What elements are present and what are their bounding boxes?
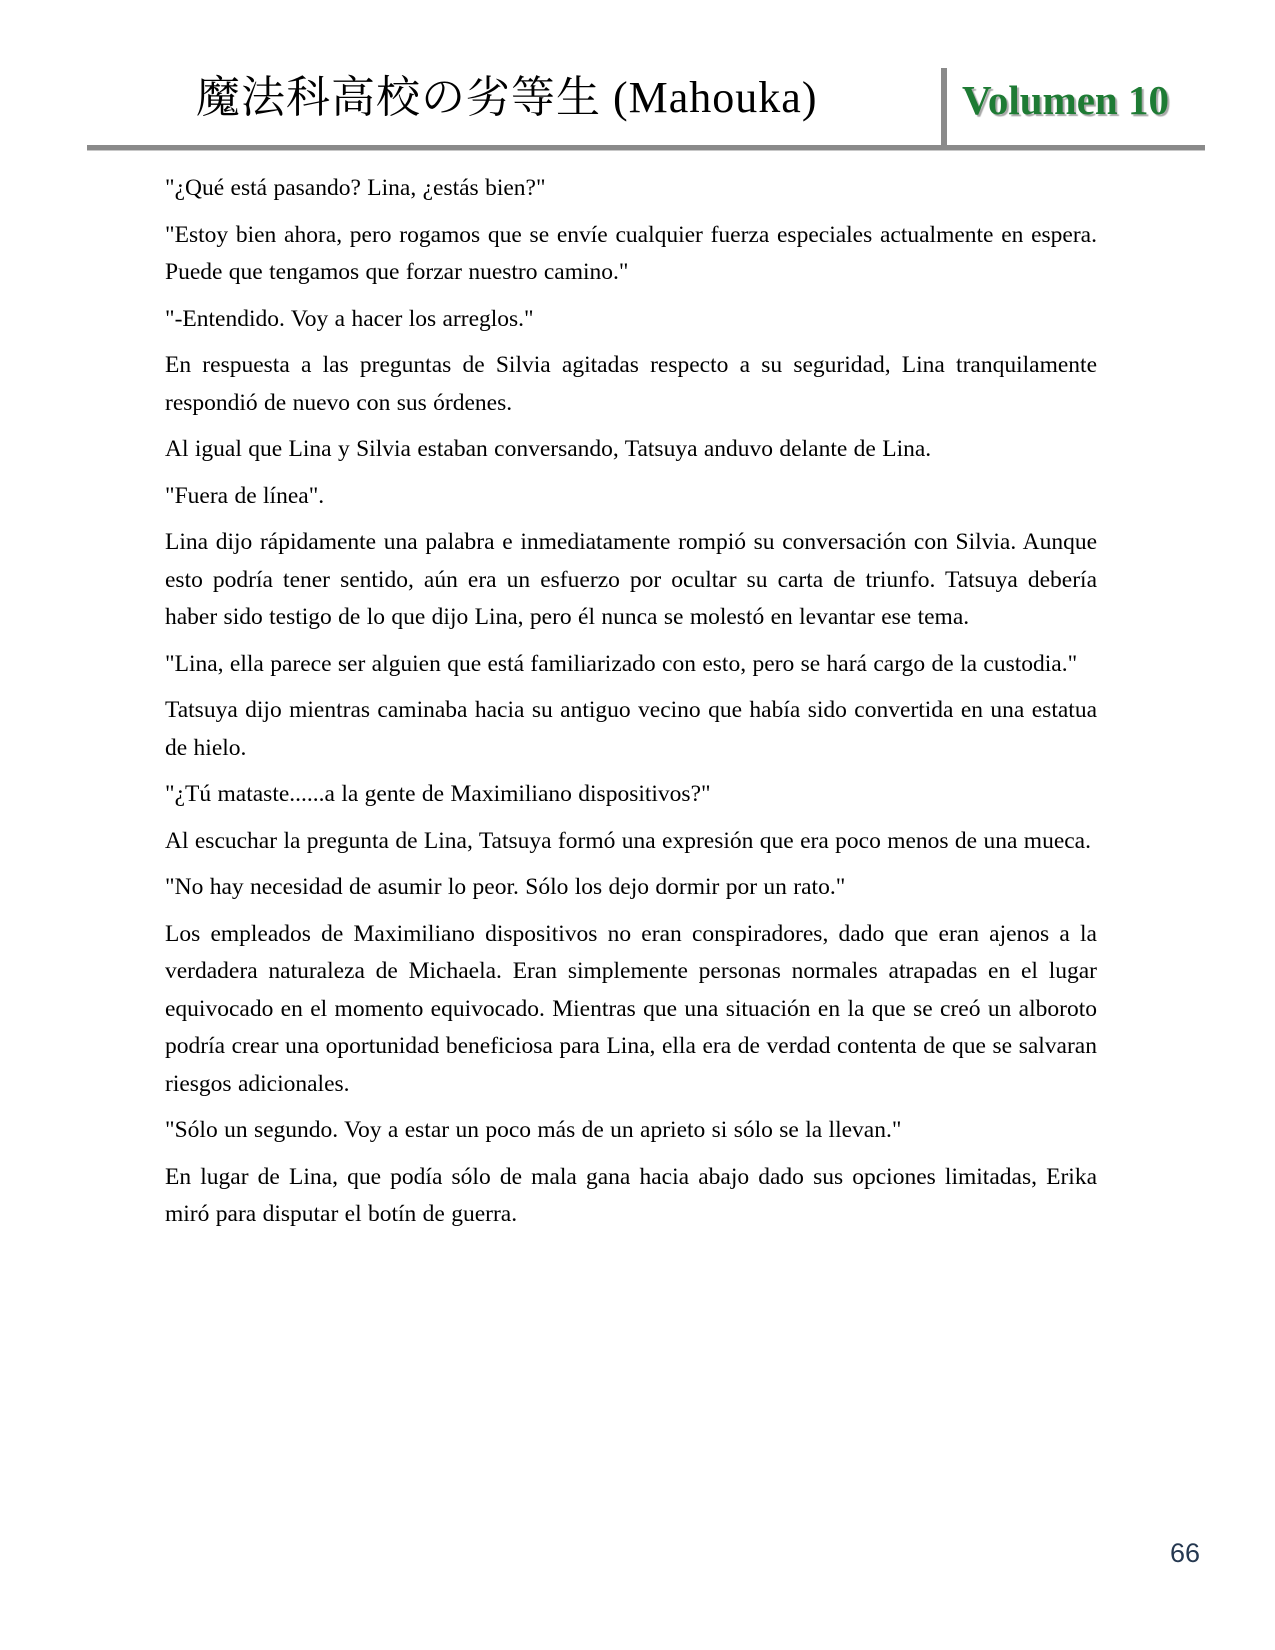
paragraph-narration: En respuesta a las preguntas de Silvia agitadas respecto a su seguridad, Lina tranquilamente respondió de nuevo con sus órdenes. — [165, 352, 1097, 416]
page-body — [165, 170, 1097, 1243]
paragraph-dialogue: "Sólo un segundo. Voy a estar un poco más de un aprieto si sólo se la llevan." — [165, 1117, 902, 1143]
series-title: 魔法科高校の劣等生 (Mahouka) — [196, 73, 818, 122]
paragraph-dialogue: "Estoy bien ahora, pero rogamos que se envíe cualquier fuerza especiales actualmente en espera. Puede que tengamos que forzar nuestro camino." — [165, 221, 1097, 285]
page-number: 66 — [1169, 1538, 1200, 1568]
paragraph-dialogue: "¿Tú mataste......a la gente de Maximiliano dispositivos?" — [165, 781, 711, 807]
paragraph-narration: Los empleados de Maximiliano dispositivos no eran conspiradores, dado que eran ajenos a la verdadera naturaleza de Michaela. Eran simplemente personas normales atrapadas en el lugar equivocado en el momento equivocado. Mientras que una situación en la que se creó un alboroto podría crear una oportunidad beneficiosa para Lina, ella era de verdad contenta de que se salvaran riesgos adicionales. — [165, 920, 1097, 1097]
header-divider-bar — [941, 68, 947, 150]
paragraph-narration: Lina dijo rápidamente una palabra e inmediatamente rompió su conversación con Silvia. Aunque esto podría tener sentido, aún era un esfuerzo por ocultar su carta de triunfo. Tatsuya debería haber sido testigo de lo que dijo Lina, pero él nunca se molestó en levantar ese tema. — [165, 529, 1097, 630]
volume-label: Volumen 10 — [962, 77, 1169, 123]
paragraph-narration: Al igual que Lina y Silvia estaban conversando, Tatsuya anduvo delante de Lina. — [165, 436, 932, 462]
header-rule — [87, 145, 1205, 151]
page-header — [0, 0, 1275, 150]
paragraph-dialogue: "No hay necesidad de asumir lo peor. Sólo los dejo dormir por un rato." — [165, 874, 846, 900]
paragraph-narration: Tatsuya dijo mientras caminaba hacia su antiguo vecino que había sido convertida en una estatua de hielo. — [165, 697, 1097, 761]
paragraph-dialogue: "Fuera de línea". — [165, 482, 325, 509]
paragraph-dialogue: "Lina, ella parece ser alguien que está familiarizado con esto, pero se hará cargo de la custodia." — [165, 650, 1078, 677]
paragraph-narration: En lugar de Lina, que podía sólo de mala gana hacia abajo dado sus opciones limitadas, Erika miró para disputar el botín de guerra. — [165, 1163, 1097, 1227]
paragraph-dialogue: "¿Qué está pasando? Lina, ¿estás bien?" — [165, 175, 546, 201]
paragraph-dialogue: "-Entendido. Voy a hacer los arreglos." — [165, 305, 534, 332]
paragraph-narration: Al escuchar la pregunta de Lina, Tatsuya formó una expresión que era poco menos de una mueca. — [165, 827, 1091, 854]
